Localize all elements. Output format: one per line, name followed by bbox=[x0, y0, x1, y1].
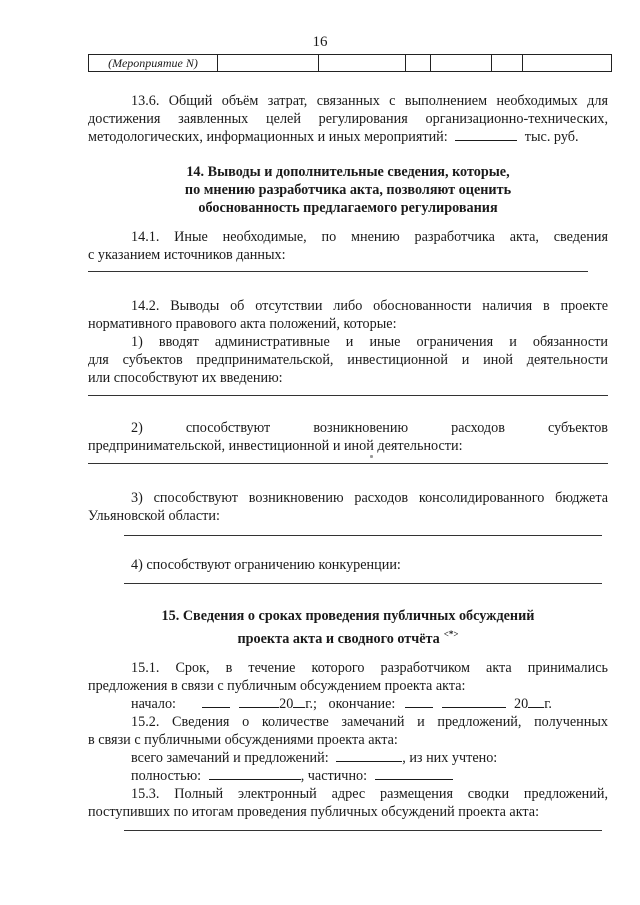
fully-blank bbox=[209, 767, 301, 780]
section-14-2-line-1: 14.2. Выводы об отсутствии либо обоснованности наличия в проекте bbox=[131, 298, 608, 314]
table-cell bbox=[523, 55, 612, 72]
section-14-heading-line-1: 14. Выводы и дополнительные сведения, которые, bbox=[186, 164, 510, 180]
section-15-1-line-1: 15.1. Срок, в течение которого разработчиком акта принимались bbox=[131, 660, 608, 676]
section-14-2-line-2: нормативного правового акта положений, которые: bbox=[88, 316, 397, 332]
accounted-row bbox=[131, 767, 453, 785]
section-15-3-line-1: 15.3. Полный электронный адрес размещения сводки предложений, bbox=[131, 786, 608, 802]
section-15-heading-text: проекта акта и сводного отчёта bbox=[237, 631, 440, 647]
item-2-line-1: 2) способствуют возникновению расходов субъектов bbox=[131, 420, 608, 436]
section-15-2-line-1: 15.2. Сведения о количестве замечаний и предложений, полученных bbox=[131, 714, 608, 730]
scan-speck bbox=[370, 455, 373, 458]
of-them-label: , из них учтено: bbox=[402, 750, 498, 766]
table-cell bbox=[431, 55, 492, 72]
costs-blank bbox=[455, 128, 517, 141]
blank-line bbox=[124, 535, 602, 536]
item-1-line-3: или способствуют их введению: bbox=[88, 370, 283, 386]
total-remarks-row bbox=[131, 749, 497, 767]
section-15-heading-line-1: 15. Сведения о сроках проведения публичных обсуждений bbox=[161, 608, 535, 624]
section-14-1-line-2: с указанием источников данных: bbox=[88, 247, 286, 263]
end-day-blank bbox=[405, 695, 433, 708]
end-year-blank bbox=[528, 695, 544, 708]
blank-line bbox=[88, 395, 608, 396]
section-14-heading-line-3: обоснованность предлагаемого регулирования bbox=[198, 200, 498, 216]
total-label: всего замечаний и предложений: bbox=[131, 750, 329, 766]
section-14-1-line-1: 14.1. Иные необходимые, по мнению разработчика акта, сведения bbox=[131, 229, 608, 245]
blank-line bbox=[124, 583, 602, 584]
partially-blank bbox=[375, 767, 453, 780]
section-13-6-line-2: достижения заявленных целей регулирования организационно-технических, bbox=[88, 111, 608, 127]
total-blank bbox=[336, 749, 402, 762]
end-year-prefix: 20 bbox=[514, 696, 529, 712]
table-row bbox=[89, 55, 612, 72]
start-label: начало: bbox=[131, 696, 176, 712]
table-cell-measure: (Мероприятие N) bbox=[89, 55, 218, 72]
item-2-line-2: предпринимательской, инвестиционной и иной деятельности: bbox=[88, 438, 463, 454]
start-year-prefix: 20 bbox=[279, 696, 294, 712]
start-month-blank bbox=[239, 695, 279, 708]
end-year-suffix: г. bbox=[544, 696, 552, 712]
section-13-6-line-1: 13.6. Общий объём затрат, связанных с выполнением необходимых для bbox=[131, 93, 608, 109]
period-row bbox=[131, 695, 552, 713]
blank-line bbox=[88, 271, 588, 272]
table-cell bbox=[218, 55, 319, 72]
measures-table-fragment bbox=[88, 54, 612, 72]
start-year-blank bbox=[293, 695, 305, 708]
item-1-line-2: для субъектов предпринимательской, инвестиционной и иной деятельности bbox=[88, 352, 608, 368]
section-14-heading-line-2: по мнению разработчика акта, позволяют оценить bbox=[184, 182, 512, 198]
blank-line bbox=[88, 463, 608, 464]
section-13-6-unit: тыс. руб. bbox=[524, 129, 579, 145]
section-15-2-line-2: в связи с публичными обсуждениями проекта акта: bbox=[88, 732, 398, 748]
item-1-line-1: 1) вводят административные и иные ограничения и обязанности bbox=[131, 334, 608, 350]
section-13-6-text: методологических, информационных и иных мероприятий: bbox=[88, 129, 448, 145]
blank-line bbox=[124, 830, 602, 831]
end-month-blank bbox=[442, 695, 506, 708]
item-3-line-2: Ульяновской области: bbox=[88, 508, 220, 524]
item-3-line-1: 3) способствуют возникновению расходов консолидированного бюджета bbox=[131, 490, 608, 506]
table-cell bbox=[406, 55, 431, 72]
table-cell bbox=[492, 55, 523, 72]
item-4-line-1: 4) способствуют ограничению конкуренции: bbox=[131, 557, 401, 573]
fully-label: полностью: bbox=[131, 768, 202, 784]
section-13-6-line-3 bbox=[88, 128, 579, 146]
footnote-marker: <*> bbox=[443, 629, 459, 639]
end-label: окончание: bbox=[328, 696, 396, 712]
table-cell bbox=[319, 55, 406, 72]
section-15-3-line-2: поступивших по итогам проведения публичных обсуждений проекта акта: bbox=[88, 804, 540, 820]
section-15-heading-line-2 bbox=[88, 625, 608, 648]
page-number: 16 bbox=[312, 34, 328, 50]
section-15-1-line-2: предложения в связи с публичным обсуждением проекта акта: bbox=[88, 678, 466, 694]
partially-label: , частично: bbox=[300, 768, 368, 784]
start-year-suffix: г.; bbox=[305, 696, 317, 712]
start-day-blank bbox=[202, 695, 230, 708]
